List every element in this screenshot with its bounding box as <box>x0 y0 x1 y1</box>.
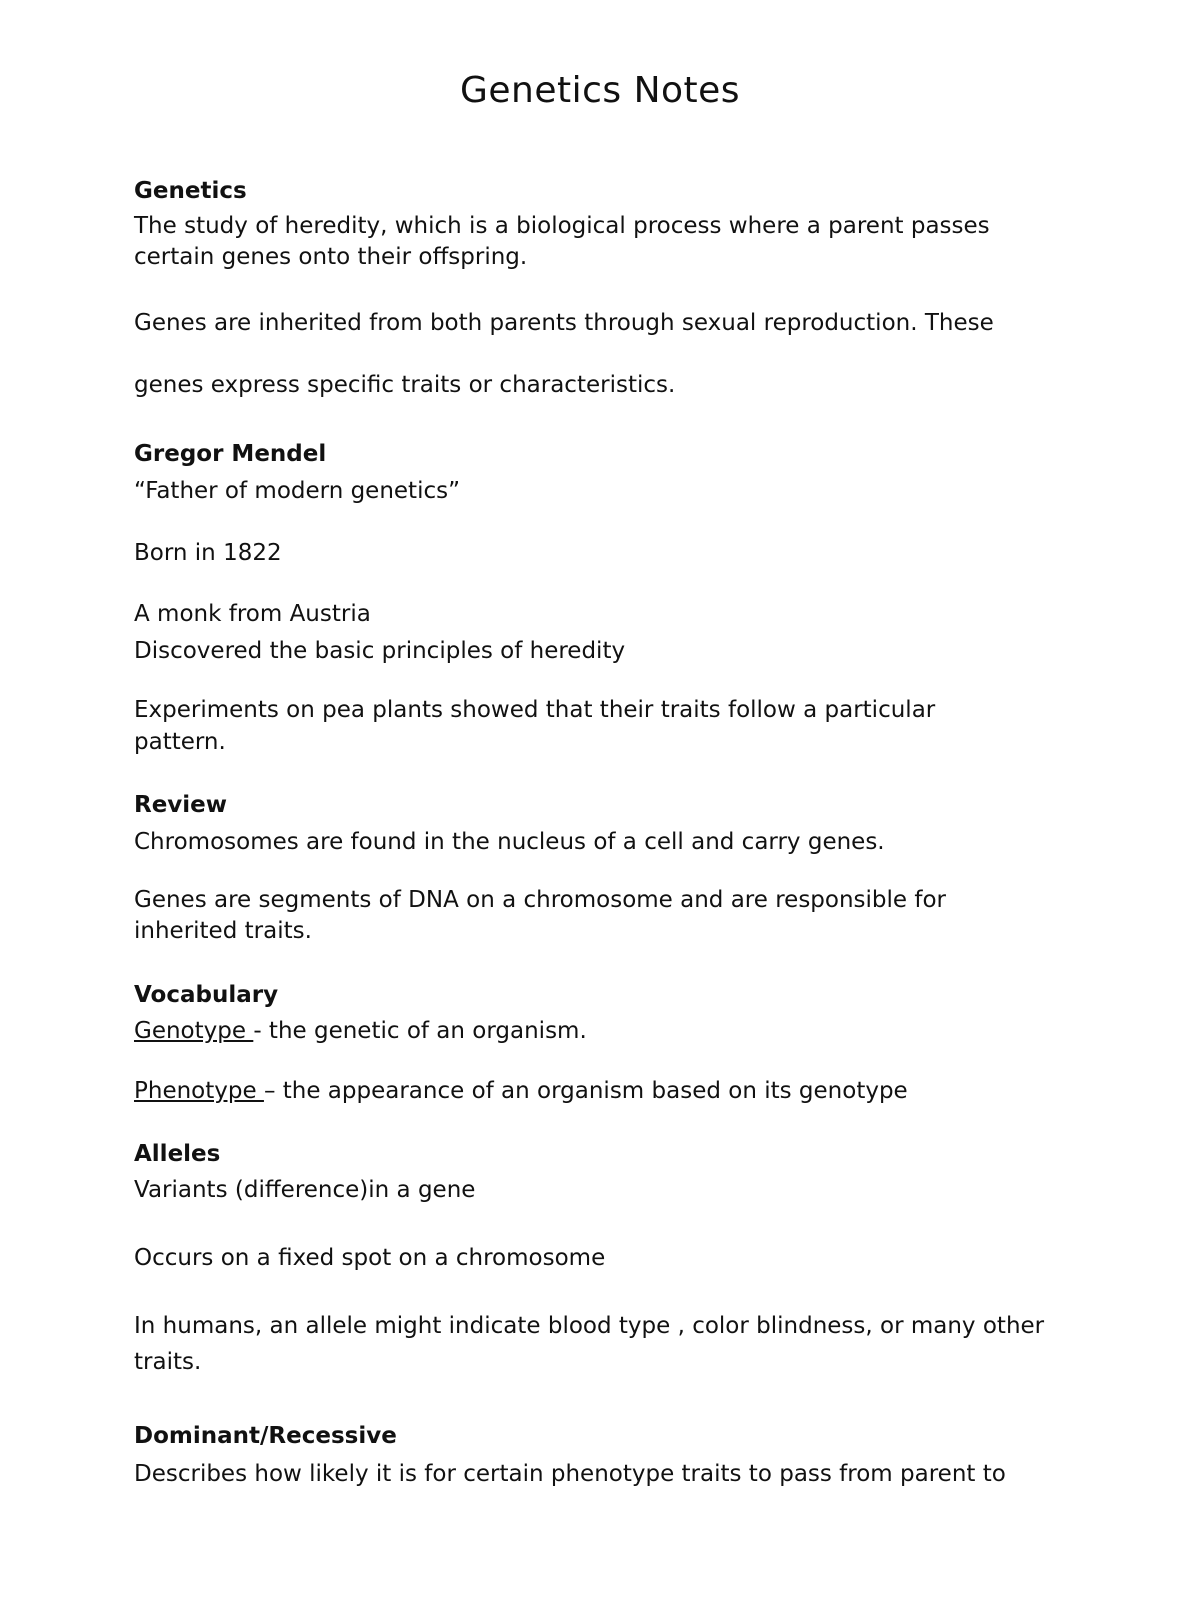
section-heading-vocabulary: Vocabulary <box>134 982 279 1008</box>
mendel-line-1: “Father of modern genetics” <box>134 478 461 504</box>
page-title: Genetics Notes <box>459 70 741 111</box>
section-heading-review: Review <box>134 792 228 818</box>
mendel-line-4: Discovered the basic principles of heredity <box>134 638 626 664</box>
review-line-3: inherited traits. <box>134 918 312 944</box>
vocab-phenotype-line <box>134 1076 908 1107</box>
genetics-line-4: genes express specific traits or characteristics. <box>134 372 676 398</box>
mendel-line-5: Experiments on pea plants showed that their traits follow a particular <box>134 697 936 723</box>
dominant-line-1: Describes how likely it is for certain phenotype traits to pass from parent to <box>134 1461 1006 1487</box>
mendel-line-6: pattern. <box>134 729 226 755</box>
genetics-line-1: The study of heredity, which is a biological process where a parent passes <box>134 213 990 239</box>
section-heading-mendel: Gregor Mendel <box>134 441 327 467</box>
alleles-line-1: Variants (difference)in a gene <box>134 1177 476 1203</box>
section-heading-alleles: Alleles <box>134 1141 221 1167</box>
mendel-line-2: Born in 1822 <box>134 540 282 566</box>
alleles-line-2: Occurs on a fixed spot on a chromosome <box>134 1245 606 1271</box>
alleles-line-3: In humans, an allele might indicate blood type , color blindness, or many other <box>134 1313 1045 1339</box>
genetics-line-3: Genes are inherited from both parents through sexual reproduction. These <box>134 310 994 336</box>
section-heading-genetics: Genetics <box>134 178 247 204</box>
definition-phenotype: – the appearance of an organism based on its genotype <box>263 1078 908 1104</box>
review-line-2: Genes are segments of DNA on a chromosome and are responsible for <box>134 887 946 913</box>
mendel-line-3: A monk from Austria <box>134 601 371 627</box>
term-genotype: Genotype <box>134 1018 254 1044</box>
term-phenotype: Phenotype <box>134 1078 264 1104</box>
alleles-line-4: traits. <box>134 1349 202 1375</box>
definition-genotype: - the genetic of an organism. <box>253 1018 587 1044</box>
section-heading-dominant-recessive: Dominant/Recessive <box>134 1423 397 1449</box>
genetics-line-2: certain genes onto their offspring. <box>134 244 528 270</box>
vocab-genotype-line <box>134 1016 587 1047</box>
review-line-1: Chromosomes are found in the nucleus of a cell and carry genes. <box>134 829 885 855</box>
